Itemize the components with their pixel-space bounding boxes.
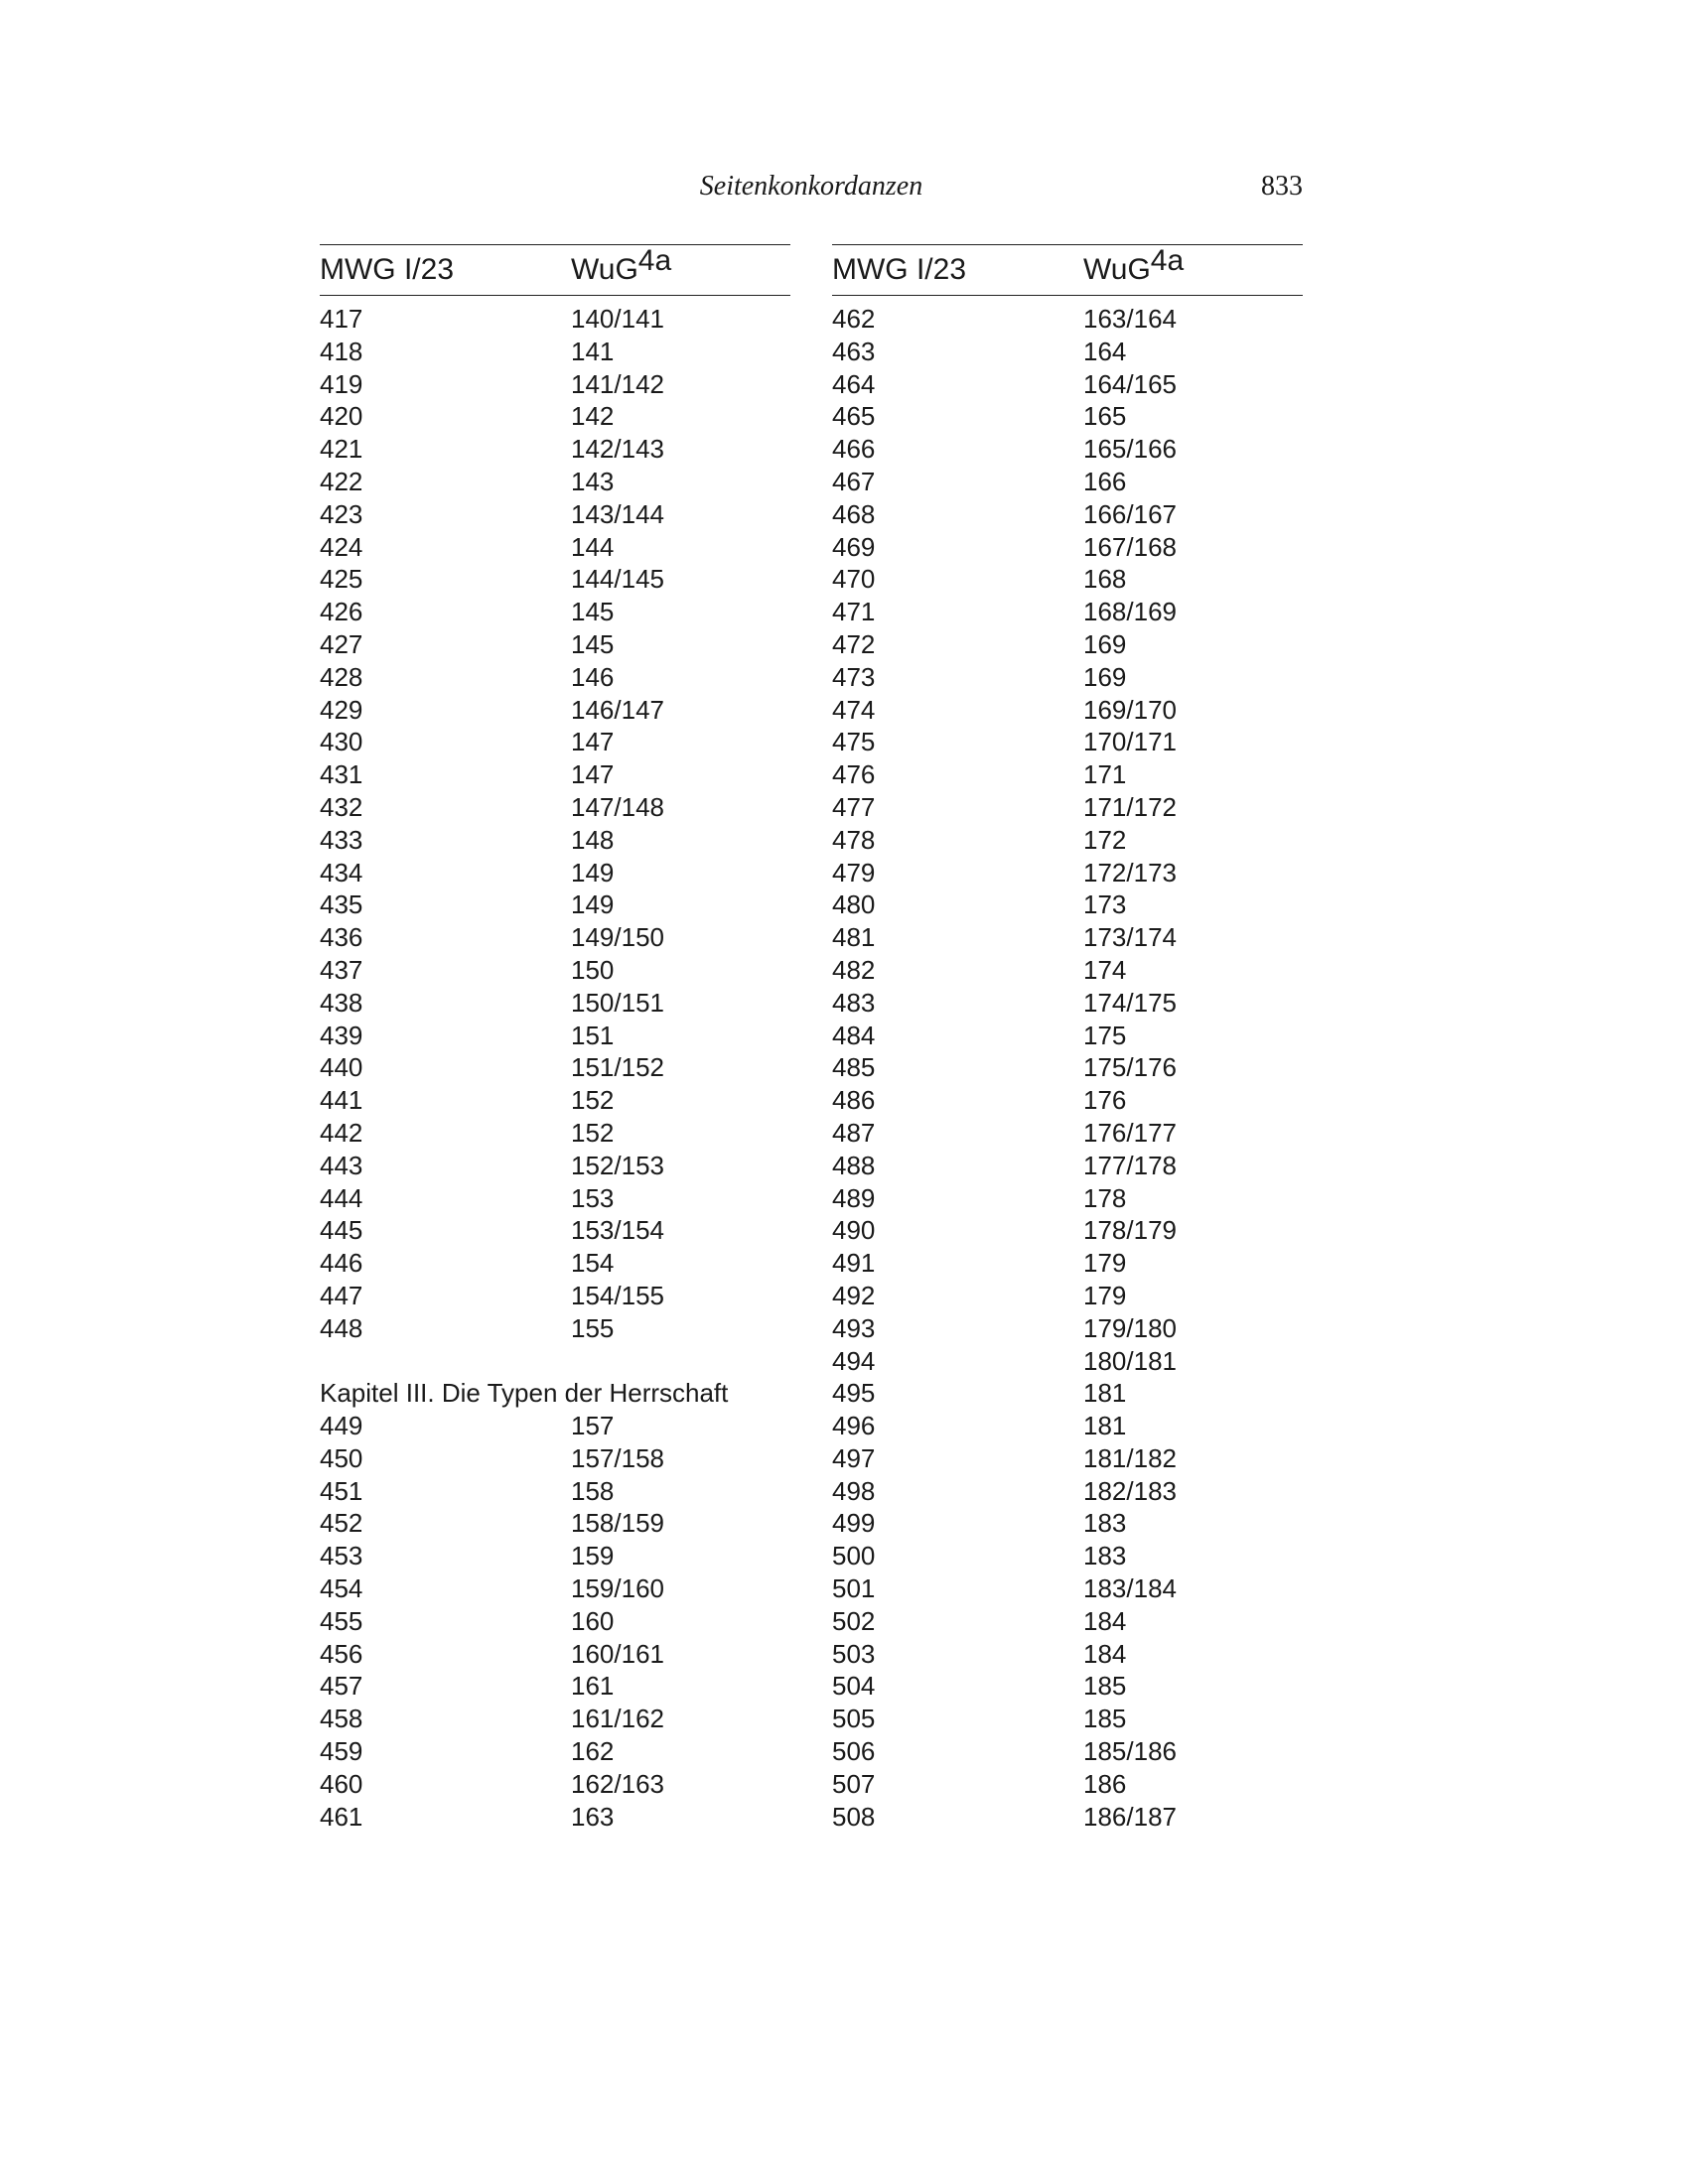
section-heading <box>320 1374 790 1407</box>
mwg-page: 491 <box>832 1248 876 1279</box>
table-row <box>832 1667 1303 1700</box>
header-wug-text: WuG <box>571 253 638 286</box>
wug-page: 159 <box>571 1541 615 1571</box>
mwg-page: 497 <box>832 1442 876 1473</box>
wug-page: 140/141 <box>571 304 664 334</box>
table-row <box>832 1732 1303 1765</box>
table-row <box>320 1667 790 1700</box>
table-row <box>320 854 790 887</box>
mwg-page: 455 <box>320 1605 363 1636</box>
mwg-page: 477 <box>832 791 876 822</box>
wug-page: 143 <box>571 466 615 496</box>
mwg-page: 436 <box>320 922 363 953</box>
table-row <box>320 1048 790 1081</box>
wug-page: 154 <box>571 1248 615 1279</box>
mwg-page: 438 <box>320 987 363 1018</box>
wug-page: 169 <box>1083 628 1127 659</box>
table-row <box>320 1211 790 1244</box>
mwg-page: 499 <box>832 1508 876 1539</box>
wug-page: 179 <box>1083 1280 1127 1310</box>
mwg-page: 489 <box>832 1182 876 1213</box>
wug-page: 151 <box>571 1020 615 1050</box>
table-row <box>832 593 1303 625</box>
wug-page: 158 <box>571 1475 615 1506</box>
table-row <box>320 1798 790 1831</box>
mwg-page: 480 <box>832 889 876 920</box>
column-header <box>832 245 1303 295</box>
table-row <box>832 625 1303 658</box>
wug-page: 150 <box>571 954 615 985</box>
rows <box>832 300 1303 1830</box>
running-title: Seitenkonkordanzen <box>699 171 923 202</box>
wug-page: 171 <box>1083 759 1127 790</box>
table-row <box>832 1472 1303 1505</box>
table-row <box>832 723 1303 755</box>
wug-page: 166/167 <box>1083 498 1177 529</box>
table-row <box>832 691 1303 724</box>
wug-page: 176/177 <box>1083 1117 1177 1148</box>
wug-page: 141 <box>571 336 615 366</box>
table-row <box>320 1439 790 1472</box>
mwg-page: 486 <box>832 1085 876 1116</box>
table-row <box>320 951 790 984</box>
wug-page: 143/144 <box>571 498 664 529</box>
wug-page: 157 <box>571 1411 615 1441</box>
wug-page: 175 <box>1083 1020 1127 1050</box>
mwg-page: 433 <box>320 824 363 855</box>
mwg-page: 417 <box>320 304 363 334</box>
mwg-page: 469 <box>832 531 876 562</box>
wug-page: 153/154 <box>571 1215 664 1246</box>
table-row <box>320 1700 790 1732</box>
table-row <box>320 1765 790 1798</box>
wug-page: 181/182 <box>1083 1442 1177 1473</box>
mwg-page: 458 <box>320 1704 363 1734</box>
table-row <box>320 1635 790 1668</box>
table-row <box>320 1407 790 1439</box>
table-row <box>832 463 1303 495</box>
mwg-page: 482 <box>832 954 876 985</box>
wug-page: 184 <box>1083 1638 1127 1669</box>
table-row <box>320 658 790 691</box>
table-row <box>320 723 790 755</box>
wug-page: 173 <box>1083 889 1127 920</box>
wug-page: 149/150 <box>571 922 664 953</box>
mwg-page: 493 <box>832 1312 876 1343</box>
mwg-page: 426 <box>320 597 363 627</box>
mwg-page: 464 <box>832 368 876 399</box>
wug-page: 181 <box>1083 1378 1127 1409</box>
mwg-page: 459 <box>320 1736 363 1767</box>
mwg-page: 506 <box>832 1736 876 1767</box>
mwg-page: 457 <box>320 1671 363 1702</box>
mwg-page: 462 <box>832 304 876 334</box>
table-row <box>320 1504 790 1537</box>
mwg-page: 508 <box>832 1801 876 1832</box>
table-row <box>320 1147 790 1179</box>
mwg-page: 418 <box>320 336 363 366</box>
wug-page: 165 <box>1083 401 1127 432</box>
mwg-page: 463 <box>832 336 876 366</box>
mwg-page: 444 <box>320 1182 363 1213</box>
table-row <box>832 1765 1303 1798</box>
table-row <box>832 333 1303 365</box>
mwg-page: 471 <box>832 597 876 627</box>
mwg-page: 454 <box>320 1573 363 1604</box>
table-row <box>320 1277 790 1309</box>
table-row <box>832 854 1303 887</box>
table-row <box>832 430 1303 463</box>
wug-page: 166 <box>1083 466 1127 496</box>
wug-page: 169/170 <box>1083 694 1177 725</box>
mwg-page: 476 <box>832 759 876 790</box>
mwg-page: 502 <box>832 1605 876 1636</box>
wug-page: 161/162 <box>571 1704 664 1734</box>
mwg-page: 468 <box>832 498 876 529</box>
wug-page: 181 <box>1083 1411 1127 1441</box>
table-row <box>320 1309 790 1342</box>
header-mwg: MWG I/23 <box>320 253 455 286</box>
wug-page: 147 <box>571 759 615 790</box>
table-row <box>832 1342 1303 1375</box>
table-row <box>320 788 790 821</box>
table-row <box>320 495 790 528</box>
table-row <box>832 1211 1303 1244</box>
table-row <box>320 1732 790 1765</box>
mwg-page: 452 <box>320 1508 363 1539</box>
table-row <box>832 1570 1303 1602</box>
rows-before-section <box>320 300 790 1342</box>
table-row <box>832 397 1303 430</box>
wug-page: 185 <box>1083 1671 1127 1702</box>
mwg-page: 453 <box>320 1541 363 1571</box>
wug-page: 161 <box>571 1671 615 1702</box>
table-row <box>320 365 790 398</box>
mwg-page: 428 <box>320 661 363 692</box>
blank-line <box>320 1342 790 1375</box>
wug-page: 183 <box>1083 1508 1127 1539</box>
header-wug: WuG 4a <box>571 244 672 286</box>
mwg-page: 485 <box>832 1052 876 1083</box>
mwg-page: 475 <box>832 727 876 757</box>
table-row <box>832 1798 1303 1831</box>
section-heading-text: Kapitel III. Die Typen der Herrschaft <box>320 1378 729 1409</box>
mwg-page: 442 <box>320 1117 363 1148</box>
wug-page: 172/173 <box>1083 857 1177 887</box>
wug-page: 174/175 <box>1083 987 1177 1018</box>
mwg-page: 424 <box>320 531 363 562</box>
concordance-column-left <box>320 244 790 1830</box>
mwg-page: 449 <box>320 1411 363 1441</box>
mwg-page: 466 <box>832 434 876 465</box>
table-row <box>320 593 790 625</box>
table-row <box>832 1635 1303 1668</box>
mwg-page: 490 <box>832 1215 876 1246</box>
table-row <box>832 1244 1303 1277</box>
wug-page: 160 <box>571 1605 615 1636</box>
table-row <box>320 300 790 333</box>
wug-page: 168/169 <box>1083 597 1177 627</box>
wug-page: 146 <box>571 661 615 692</box>
wug-page: 185 <box>1083 1704 1127 1734</box>
rows-after-section <box>320 1407 790 1830</box>
table-row <box>320 1017 790 1049</box>
wug-page: 145 <box>571 628 615 659</box>
wug-page: 152 <box>571 1117 615 1148</box>
wug-page: 186/187 <box>1083 1801 1177 1832</box>
table-row <box>832 821 1303 854</box>
wug-page: 151/152 <box>571 1052 664 1083</box>
mwg-page: 448 <box>320 1312 363 1343</box>
concordance-column-right <box>832 244 1303 1830</box>
table-row <box>320 528 790 561</box>
mwg-page: 443 <box>320 1150 363 1180</box>
mwg-page: 495 <box>832 1378 876 1409</box>
mwg-page: 425 <box>320 564 363 595</box>
mwg-page: 474 <box>832 694 876 725</box>
table-row <box>832 1081 1303 1114</box>
mwg-page: 470 <box>832 564 876 595</box>
wug-page: 174 <box>1083 954 1127 985</box>
wug-page: 147 <box>571 727 615 757</box>
header-mwg: MWG I/23 <box>832 253 967 286</box>
mwg-page: 483 <box>832 987 876 1018</box>
wug-page: 182/183 <box>1083 1475 1177 1506</box>
table-row <box>832 984 1303 1017</box>
wug-page: 175/176 <box>1083 1052 1177 1083</box>
mwg-page: 423 <box>320 498 363 529</box>
table-row <box>320 984 790 1017</box>
mwg-page: 421 <box>320 434 363 465</box>
mwg-page: 451 <box>320 1475 363 1506</box>
wug-page: 149 <box>571 857 615 887</box>
mwg-page: 473 <box>832 661 876 692</box>
mwg-page: 467 <box>832 466 876 496</box>
wug-page: 145 <box>571 597 615 627</box>
wug-page: 162 <box>571 1736 615 1767</box>
wug-page: 160/161 <box>571 1638 664 1669</box>
wug-page: 146/147 <box>571 694 664 725</box>
table-row <box>320 918 790 951</box>
wug-page: 164/165 <box>1083 368 1177 399</box>
header-wug-text: WuG <box>1083 253 1151 286</box>
mwg-page: 431 <box>320 759 363 790</box>
table-row <box>320 755 790 788</box>
mwg-page: 422 <box>320 466 363 496</box>
wug-page: 186 <box>1083 1768 1127 1799</box>
wug-page: 169 <box>1083 661 1127 692</box>
mwg-page: 456 <box>320 1638 363 1669</box>
table-row <box>320 1602 790 1635</box>
table-row <box>320 1537 790 1570</box>
mwg-page: 420 <box>320 401 363 432</box>
table-row <box>832 658 1303 691</box>
table-row <box>832 560 1303 593</box>
mwg-page: 496 <box>832 1411 876 1441</box>
table-row <box>320 1081 790 1114</box>
table-row <box>832 300 1303 333</box>
mwg-page: 445 <box>320 1215 363 1246</box>
wug-page: 184 <box>1083 1605 1127 1636</box>
table-row <box>832 1374 1303 1407</box>
column-header <box>320 245 790 295</box>
table-row <box>832 918 1303 951</box>
wug-page: 149 <box>571 889 615 920</box>
table-row <box>832 365 1303 398</box>
mwg-page: 472 <box>832 628 876 659</box>
wug-page: 163 <box>571 1801 615 1832</box>
table-row <box>320 430 790 463</box>
wug-page: 157/158 <box>571 1442 664 1473</box>
wug-page: 172 <box>1083 824 1127 855</box>
wug-page: 185/186 <box>1083 1736 1177 1767</box>
wug-page: 171/172 <box>1083 791 1177 822</box>
wug-page: 152/153 <box>571 1150 664 1180</box>
mwg-page: 498 <box>832 1475 876 1506</box>
table-row <box>832 755 1303 788</box>
mwg-page: 492 <box>832 1280 876 1310</box>
wug-page: 179 <box>1083 1248 1127 1279</box>
wug-page: 158/159 <box>571 1508 664 1539</box>
table-row <box>832 1602 1303 1635</box>
table-row <box>320 397 790 430</box>
wug-page: 183/184 <box>1083 1573 1177 1604</box>
wug-page: 142/143 <box>571 434 664 465</box>
wug-page: 176 <box>1083 1085 1127 1116</box>
header-rule <box>320 295 790 296</box>
mwg-page: 432 <box>320 791 363 822</box>
wug-page: 144 <box>571 531 615 562</box>
wug-page: 159/160 <box>571 1573 664 1604</box>
table-row <box>832 1179 1303 1212</box>
mwg-page: 487 <box>832 1117 876 1148</box>
table-row <box>320 1472 790 1505</box>
mwg-page: 505 <box>832 1704 876 1734</box>
table-row <box>832 1439 1303 1472</box>
wug-page: 167/168 <box>1083 531 1177 562</box>
mwg-page: 434 <box>320 857 363 887</box>
table-row <box>832 1537 1303 1570</box>
table-row <box>320 821 790 854</box>
wug-page: 154/155 <box>571 1280 664 1310</box>
mwg-page: 488 <box>832 1150 876 1180</box>
header-wug: WuG 4a <box>1083 244 1185 286</box>
table-row <box>832 1114 1303 1147</box>
wug-page: 165/166 <box>1083 434 1177 465</box>
mwg-page: 461 <box>320 1801 363 1832</box>
table-row <box>832 1017 1303 1049</box>
wug-page: 180/181 <box>1083 1345 1177 1376</box>
table-row <box>832 528 1303 561</box>
mwg-page: 446 <box>320 1248 363 1279</box>
wug-page: 164 <box>1083 336 1127 366</box>
table-row <box>832 1309 1303 1342</box>
wug-page: 155 <box>571 1312 615 1343</box>
mwg-page: 503 <box>832 1638 876 1669</box>
mwg-page: 440 <box>320 1052 363 1083</box>
table-row <box>832 1407 1303 1439</box>
wug-page: 147/148 <box>571 791 664 822</box>
mwg-page: 441 <box>320 1085 363 1116</box>
mwg-page: 430 <box>320 727 363 757</box>
mwg-page: 439 <box>320 1020 363 1050</box>
table-row <box>832 1504 1303 1537</box>
table-row <box>832 1277 1303 1309</box>
wug-page: 170/171 <box>1083 727 1177 757</box>
mwg-page: 450 <box>320 1442 363 1473</box>
wug-page: 142 <box>571 401 615 432</box>
header-rule <box>832 295 1303 296</box>
wug-page: 153 <box>571 1182 615 1213</box>
table-row <box>832 886 1303 918</box>
mwg-page: 429 <box>320 694 363 725</box>
wug-page: 162/163 <box>571 1768 664 1799</box>
wug-page: 178/179 <box>1083 1215 1177 1246</box>
table-row <box>320 691 790 724</box>
mwg-page: 481 <box>832 922 876 953</box>
table-row <box>832 788 1303 821</box>
mwg-page: 435 <box>320 889 363 920</box>
mwg-page: 504 <box>832 1671 876 1702</box>
table-row <box>320 1114 790 1147</box>
table-row <box>320 1179 790 1212</box>
mwg-page: 501 <box>832 1573 876 1604</box>
wug-page: 168 <box>1083 564 1127 595</box>
table-row <box>320 560 790 593</box>
table-row <box>320 1244 790 1277</box>
wug-page: 148 <box>571 824 615 855</box>
table-row <box>320 463 790 495</box>
table-row <box>320 333 790 365</box>
table-row <box>832 1048 1303 1081</box>
table-row <box>832 1700 1303 1732</box>
wug-page: 179/180 <box>1083 1312 1177 1343</box>
wug-page: 150/151 <box>571 987 664 1018</box>
table-row <box>832 1147 1303 1179</box>
mwg-page: 479 <box>832 857 876 887</box>
wug-page: 144/145 <box>571 564 664 595</box>
table-row <box>320 1570 790 1602</box>
wug-page: 178 <box>1083 1182 1127 1213</box>
mwg-page: 478 <box>832 824 876 855</box>
table-row <box>832 951 1303 984</box>
table-row <box>320 886 790 918</box>
mwg-page: 437 <box>320 954 363 985</box>
mwg-page: 494 <box>832 1345 876 1376</box>
mwg-page: 447 <box>320 1280 363 1310</box>
mwg-page: 500 <box>832 1541 876 1571</box>
mwg-page: 427 <box>320 628 363 659</box>
wug-page: 152 <box>571 1085 615 1116</box>
table-row <box>832 495 1303 528</box>
page-number: 833 <box>1261 171 1303 202</box>
wug-page: 163/164 <box>1083 304 1177 334</box>
mwg-page: 460 <box>320 1768 363 1799</box>
wug-page: 183 <box>1083 1541 1127 1571</box>
wug-page: 141/142 <box>571 368 664 399</box>
table-row <box>320 625 790 658</box>
running-head <box>320 171 1303 210</box>
mwg-page: 419 <box>320 368 363 399</box>
wug-page: 173/174 <box>1083 922 1177 953</box>
mwg-page: 465 <box>832 401 876 432</box>
mwg-page: 484 <box>832 1020 876 1050</box>
wug-page: 177/178 <box>1083 1150 1177 1180</box>
mwg-page: 507 <box>832 1768 876 1799</box>
